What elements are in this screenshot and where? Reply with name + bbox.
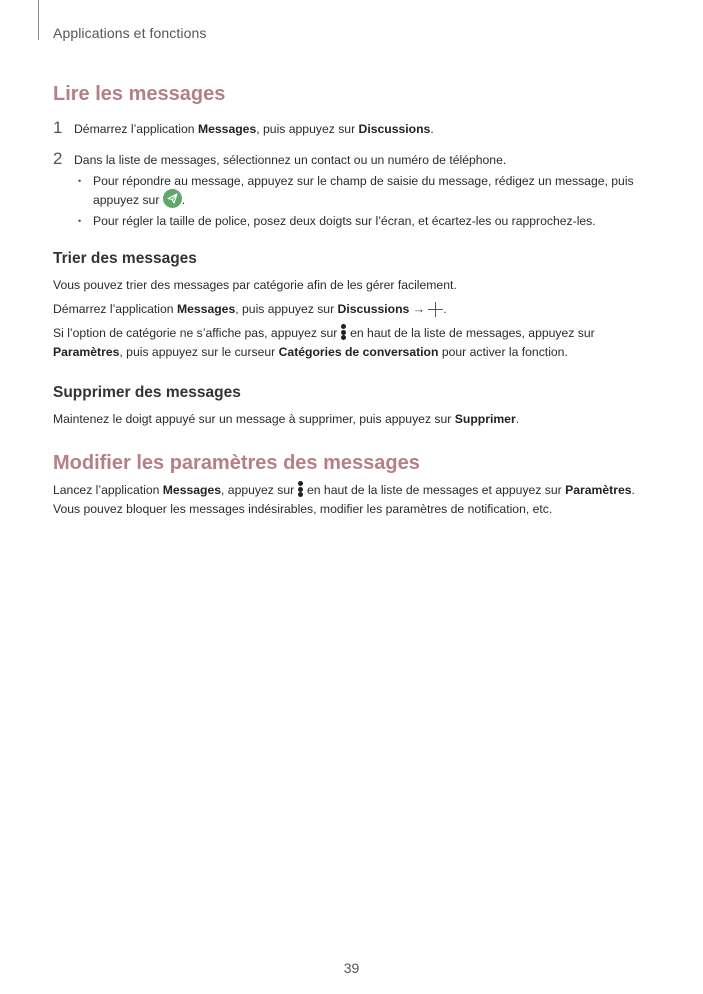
- ui-term-discussions: Discussions: [337, 302, 410, 317]
- ui-term-categories: Catégories de conversation: [278, 345, 439, 360]
- text-run: en haut de la liste de messages, appuyez sur: [346, 326, 595, 341]
- ui-term-messages: Messages: [162, 483, 222, 498]
- more-options-icon: [341, 324, 347, 340]
- text-run: .: [631, 483, 635, 498]
- text-run: Démarrez l’application: [53, 302, 177, 317]
- paragraph: [53, 410, 653, 429]
- text-run: pour activer la fonction.: [438, 345, 568, 360]
- ui-term-parametres: Paramètres: [565, 483, 632, 498]
- text-run: en haut de la liste de messages et appuyez sur: [303, 483, 566, 498]
- send-icon: [163, 189, 182, 208]
- paragraph: [53, 324, 653, 362]
- text-run: , appuyez sur: [221, 483, 298, 498]
- text-run: Maintenez le doigt appuyé sur un message à supprimer, puis appuyez sur: [53, 412, 455, 427]
- text-run: Lancez l’application: [53, 483, 163, 498]
- text-run: .: [181, 193, 186, 207]
- step-2-notes: [53, 172, 653, 231]
- text-run: , puis appuyez sur le curseur: [119, 345, 279, 360]
- step-number: 2: [53, 149, 63, 168]
- step-text: [74, 120, 434, 139]
- ui-term-supprimer: Supprimer: [454, 412, 516, 427]
- bullet-item: [74, 212, 653, 231]
- subsection-title-delete: Supprimer des messages: [53, 384, 241, 402]
- ui-term-parametres: Paramètres: [53, 345, 120, 360]
- bullet-item: [74, 172, 653, 210]
- text-run: , puis appuyez sur: [235, 302, 338, 317]
- text-run: Démarrez l’application: [74, 122, 198, 136]
- paragraph: [53, 300, 653, 319]
- text-run: , puis appuyez sur: [256, 122, 359, 136]
- step-text: Dans la liste de messages, sélectionnez un contact ou un numéro de téléphone.: [74, 153, 507, 167]
- paragraph: Vous pouvez trier des messages par catégorie afin de les gérer facilement.: [53, 278, 457, 293]
- paragraph: Vous pouvez bloquer les messages indésirables, modifier les paramètres de notification, etc.: [53, 502, 553, 517]
- section-title-read-messages: Lire les messages: [53, 83, 226, 105]
- plus-icon: [428, 302, 443, 317]
- more-options-icon: [298, 481, 304, 497]
- paragraph: [53, 481, 653, 500]
- text-run: Pour répondre au message, appuyez sur le champ de saisie du message, rédigez un message, puis appuyez sur: [93, 174, 634, 207]
- step-number: 1: [53, 118, 63, 137]
- text-run: .: [443, 302, 447, 317]
- text-run: Pour régler la taille de police, posez deux doigts sur l’écran, et écartez-les ou rapprochez-les.: [93, 214, 596, 229]
- ui-term-messages: Messages: [197, 122, 257, 136]
- ui-term-messages: Messages: [176, 302, 236, 317]
- section-title-message-settings: Modifier les paramètres des messages: [53, 452, 420, 475]
- step-1: [53, 118, 653, 139]
- page-content: [53, 80, 653, 519]
- text-run: Si l’option de catégorie ne s’affiche pas, appuyez sur: [53, 326, 341, 341]
- subsection-title-sort: Trier des messages: [53, 250, 197, 268]
- arrow-glyph: →: [409, 302, 429, 317]
- text-run: .: [430, 122, 434, 136]
- page-number: 39: [343, 960, 360, 976]
- step-2: [53, 149, 653, 170]
- running-header: Applications et fonctions: [53, 25, 207, 41]
- ui-term-discussions: Discussions: [358, 122, 431, 136]
- text-run: .: [515, 412, 520, 427]
- page-margin-rule: [38, 0, 39, 40]
